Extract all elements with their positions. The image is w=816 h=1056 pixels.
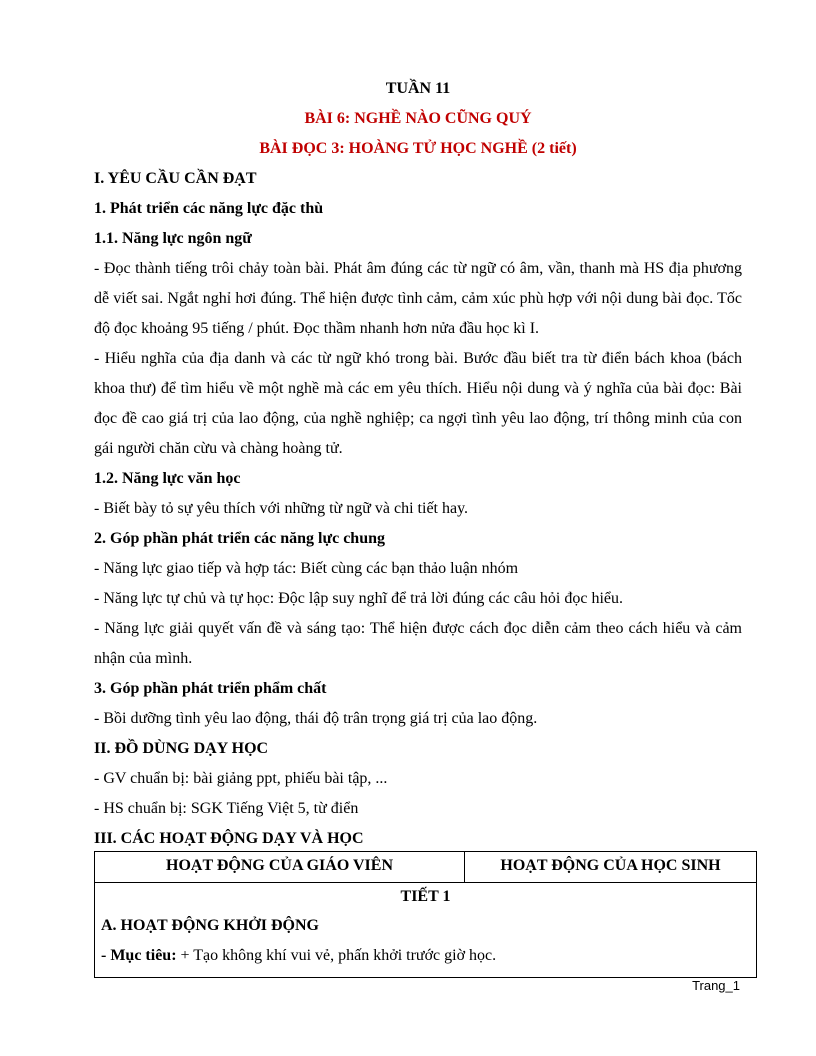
table-row (95, 883, 757, 978)
page-number: Trang_1 (692, 978, 740, 993)
student-column-header: HOẠT ĐỘNG CỦA HỌC SINH (465, 852, 757, 883)
tiet-cell (95, 883, 757, 978)
activity-table (94, 851, 757, 978)
activity-title: A. HOẠT ĐỘNG KHỞI ĐỘNG (101, 917, 319, 934)
paragraph: - Đọc thành tiếng trôi chảy toàn bài. Phát âm đúng các từ ngữ có âm, vần, thanh mà HS địa phương dễ viết sai. Ngắt nghỉ hơi đúng. Thể hiện được tình cảm, cảm xúc phù hợp với nội dung bài đọc. Tốc độ đọc khoảng 95 tiếng / phút. Đọc thầm nhanh hơn nửa đầu học kì I. (94, 260, 742, 337)
paragraph: - Biết bày tỏ sự yêu thích với những từ ngữ và chi tiết hay. (94, 500, 469, 517)
goal-line (101, 941, 750, 971)
section-1-1-1-title: 1.1. Năng lực ngôn ngữ (94, 230, 252, 247)
paragraph: - Năng lực giải quyết vấn đề và sáng tạo: Thể hiện được cách đọc diễn cảm theo cách hiểu và cảm nhận của mình. (94, 620, 742, 667)
section-1-title: I. YÊU CẦU CẦN ĐẠT (94, 170, 257, 187)
goal-label: - Mục tiêu: (101, 947, 177, 964)
paragraph: - HS chuẩn bị: SGK Tiếng Việt 5, từ điển (94, 800, 359, 817)
lesson-title: BÀI 6: NGHỀ NÀO CŨNG QUÝ (304, 110, 532, 127)
goal-text: + Tạo không khí vui vẻ, phấn khởi trước giờ học. (176, 947, 497, 964)
paragraph: - GV chuẩn bị: bài giảng ppt, phiếu bài tập, ... (94, 770, 388, 787)
section-1-1-title: 1. Phát triển các năng lực đặc thù (94, 200, 324, 217)
section-1-2-title: 2. Góp phần phát triển các năng lực chung (94, 530, 385, 547)
tiet-label: TIẾT 1 (400, 888, 451, 905)
section-1-3-title: 3. Góp phần phát triển phẩm chất (94, 680, 327, 697)
week-title: TUẦN 11 (385, 80, 451, 97)
section-2-title: II. ĐỒ DÙNG DẠY HỌC (94, 740, 269, 757)
paragraph: - Năng lực giao tiếp và hợp tác: Biết cùng các bạn thảo luận nhóm (94, 560, 519, 577)
paragraph: - Hiểu nghĩa của địa danh và các từ ngữ khó trong bài. Bước đầu biết tra từ điển bách khoa (bách khoa thư) để tìm hiểu về một nghề mà các em yêu thích. Hiểu nội dung và ý nghĩa của bài đọc: Bài đọc đề cao giá trị của lao động, của nghề nghiệp; ca ngợi tình yêu lao động, trí thông minh của con gái người chăn cừu và chàng hoàng tử. (94, 350, 742, 457)
paragraph: - Bồi dưỡng tình yêu lao động, thái độ trân trọng giá trị của lao động. (94, 710, 538, 727)
section-3-title: III. CÁC HOẠT ĐỘNG DẠY VÀ HỌC (94, 830, 364, 847)
reading-title: BÀI ĐỌC 3: HOÀNG TỬ HỌC NGHỀ (2 tiết) (259, 140, 577, 157)
paragraph: - Năng lực tự chủ và tự học: Độc lập suy nghĩ để trả lời đúng các câu hỏi đọc hiểu. (94, 590, 623, 607)
document-page (94, 74, 742, 854)
teacher-column-header: HOẠT ĐỘNG CỦA GIÁO VIÊN (95, 852, 465, 883)
section-1-1-2-title: 1.2. Năng lực văn học (94, 470, 241, 487)
table-header-row (95, 852, 757, 883)
